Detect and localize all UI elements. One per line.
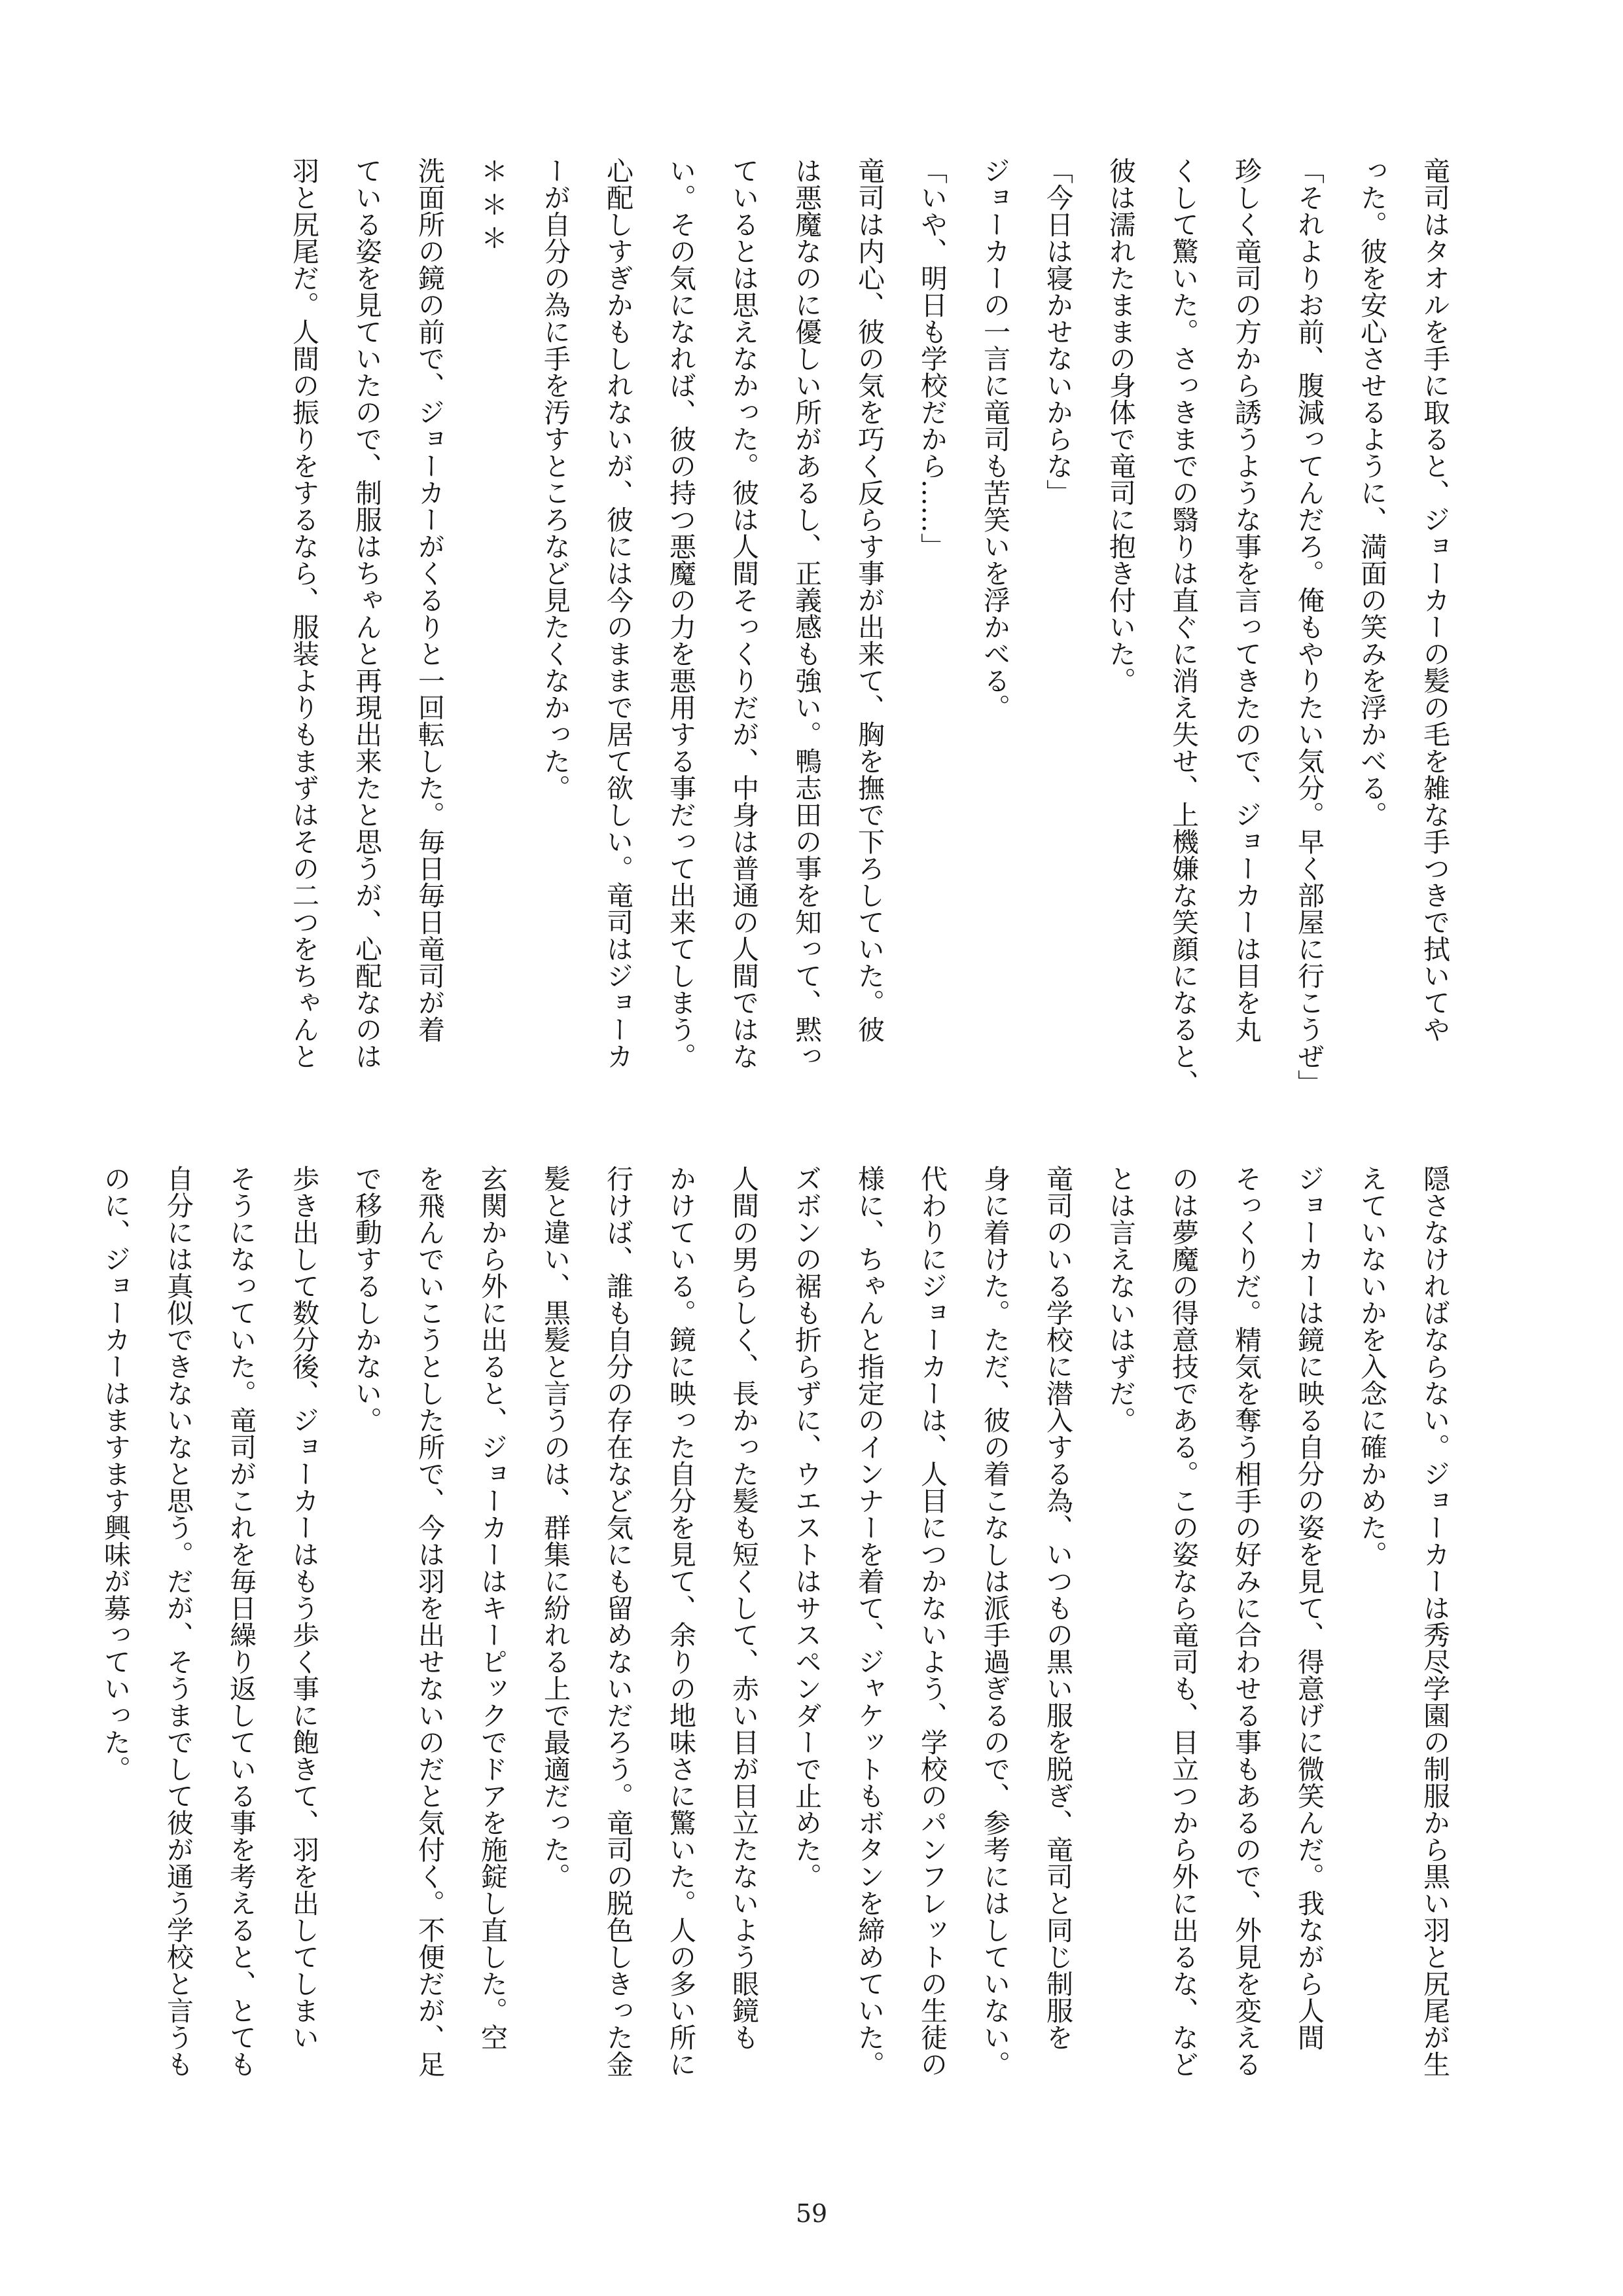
text-line: 彼は濡れたままの身体で竜司に抱き付いた。 [1105, 157, 1136, 694]
text-line: 羽と尻尾だ。人間の振りをするなら、服装よりもまずはその二つをちゃんと [288, 157, 319, 1069]
text-line: 竜司のいる学校に潜入する為、いつもの黒い服を脱ぎ、竜司と同じ制服を [1042, 1165, 1073, 2051]
text-line: ジョーカーの一言に竜司も苦笑いを浮かべる。 [979, 157, 1010, 721]
text-line: 様に、ちゃんと指定のインナーを着て、ジャケットもボタンを締めていた。 [853, 1165, 885, 2077]
text-line: 身に着けた。ただ、彼の着こなしは派手過ぎるので、参考にはしていない。 [979, 1165, 1010, 2077]
text-line: とは言えないはずだ。 [1105, 1165, 1136, 1433]
text-line: 髪と違い、黒髪と言うのは、群集に紛れる上で最適だった。 [539, 1165, 571, 1890]
text-line: そっくりだ。精気を奪う相手の好みに合わせる事もあるので、外見を変える [1230, 1165, 1262, 2077]
bottom-text-block [99, 1165, 1466, 2147]
text-line: を飛んでいこうとした所で、今は羽を出せないのだと気付く。不便だが、足 [414, 1165, 445, 2077]
text-line: 洗面所の鏡の前で、ジョーカーがくるりと一回転した。毎日毎日竜司が着 [414, 157, 445, 1043]
text-line: そうになっていた。竜司がこれを毎日繰り返している事を考えると、とても [225, 1165, 257, 2077]
text-line: えていないかを入念に確かめた。 [1356, 1165, 1387, 1568]
text-line: 代わりにジョーカーは、人目につかないよう、学校のパンフレットの生徒の [916, 1165, 948, 2077]
text-line: 隠さなければならない。ジョーカーは秀尽学園の制服から黒い羽と尻尾が生 [1419, 1165, 1450, 2077]
text-line: で移動するしかない。 [351, 1165, 382, 1433]
text-line: 行けば、誰も自分の存在など気にも留めないだろう。竜司の脱色しきった金 [602, 1165, 633, 2077]
text-line: のは夢魔の得意技である。この姿なら竜司も、目立つから外に出るな、など [1168, 1165, 1199, 2077]
text-line: 自分には真似できないなと思う。だが、そうまでして彼が通う学校と言うも [162, 1165, 194, 2077]
text-line: ーが自分の為に手を汚すところなど見たくなかった。 [539, 157, 571, 801]
text-line: のに、ジョーカーはますます興味が募っていった。 [99, 1165, 131, 1782]
text-line: 玄関から外に出ると、ジョーカーはキーピックでドアを施錠し直した。空 [476, 1165, 508, 2051]
text-line: 「それよりお前、腹減ってんだろ。俺もやりたい気分。早く部屋に行こうぜ」 [1293, 157, 1325, 1096]
text-line: くして驚いた。さっきまでの翳りは直ぐに消え失せ、上機嫌な笑顔になると、 [1168, 157, 1199, 1096]
text-line: 歩き出して数分後、ジョーカーはもう歩く事に飽きて、羽を出してしまい [288, 1165, 319, 2051]
text-line: ズボンの裾も折らずに、ウエストはサスペンダーで止めた。 [791, 1165, 822, 1890]
text-line: 竜司はタオルを手に取ると、ジョーカーの髪の毛を雑な手つきで拭いてや [1419, 157, 1450, 1043]
text-line: 人間の男らしく、長かった髪も短くして、赤い目が目立たないよう眼鏡も [728, 1165, 759, 2051]
text-line: ジョーカーは鏡に映る自分の姿を見て、得意げに微笑んだ。我ながら人間 [1293, 1165, 1325, 2051]
text-line: い。その気になれば、彼の持つ悪魔の力を悪用する事だって出来てしまう。 [665, 157, 696, 1069]
text-line: 心配しすぎかもしれないが、彼には今のままで居て欲しい。竜司はジョーカ [602, 157, 633, 1069]
text-line: 「今日は寝かせないからな」 [1042, 157, 1073, 506]
page-number: 59 [795, 2199, 828, 2228]
text-line: 珍しく竜司の方から誘うような事を言ってきたので、ジョーカーは目を丸 [1230, 157, 1262, 1043]
text-line: かけている。鏡に映った自分を見て、余りの地味さに驚いた。人の多い所に [665, 1165, 696, 2077]
text-line: ている姿を見ていたので、制服はちゃんと再現出来たと思うが、心配なのは [351, 157, 382, 1069]
text-line: った。彼を安心させるように、満面の笑みを浮かべる。 [1356, 157, 1387, 828]
section-separator: ＊＊＊ [476, 157, 508, 257]
text-line: ているとは思えなかった。彼は人間そっくりだが、中身は普通の人間ではな [728, 157, 759, 1069]
top-text-block [157, 157, 1466, 1165]
text-line: は悪魔なのに優しい所があるし、正義感も強い。鴨志田の事を知って、黙っ [791, 157, 822, 1069]
text-line: 竜司は内心、彼の気を巧く反らす事が出来て、胸を撫で下ろしていた。彼 [853, 157, 885, 1043]
text-line: 「いや、明日も学校だから……」 [916, 157, 948, 560]
